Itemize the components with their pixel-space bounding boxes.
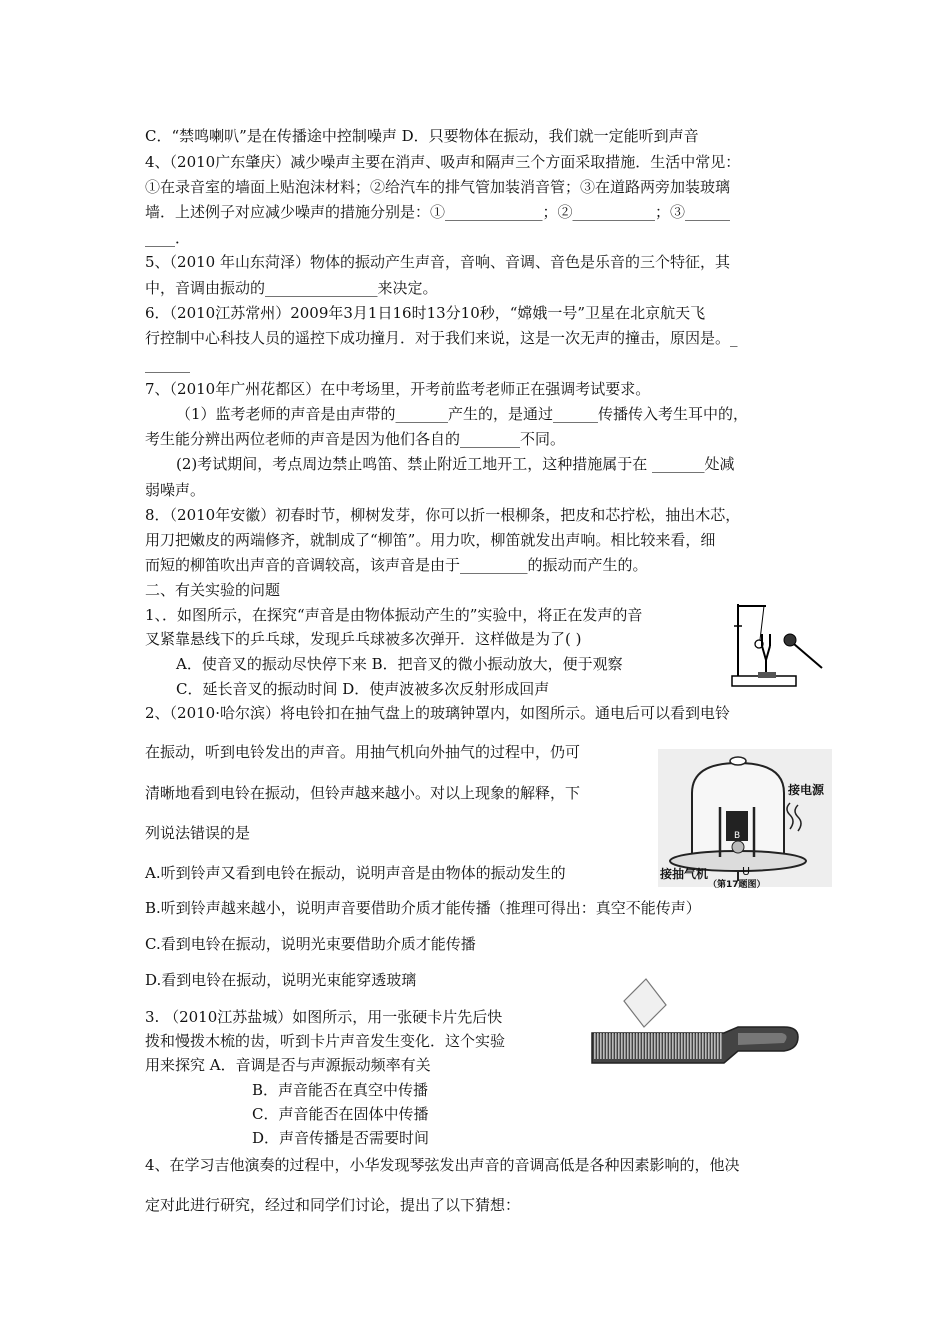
text-line: 在振动，听到电铃发出的声音。用抽气机向外抽气的过程中，仍可 <box>145 743 581 761</box>
text-line: 6．（2010江苏常州）2009年3月1日16时13分10秒，“嫦娥一号”卫星在北京航天飞 <box>145 304 706 322</box>
text-line: ①在录音室的墙面上贴泡沫材料；②给汽车的排气管加装消音管；③在道路两旁加装玻璃 <box>145 178 731 196</box>
text-line: 8．（2010年安徽）初春时节，柳树发芽，你可以折一根柳条，把皮和芯拧松，抽出木芯， <box>145 506 741 524</box>
option-line: B.听到铃声越来越小，说明声音要借助介质才能传播（推理可得出：真空不能传声） <box>145 899 701 917</box>
text-line: ____． <box>145 229 191 247</box>
text-line: 行控制中心科技人员的遥控下成功撞月．对于我们来说，这是一次无声的撞击，原因是。_ <box>145 329 738 347</box>
text-line: 中，音调由振动的_______________来决定。 <box>145 279 438 297</box>
option-line: D．声音传播是否需要时间 <box>252 1129 430 1147</box>
pump-label: 接抽气机 <box>660 867 709 881</box>
text-line: 清晰地看到电铃在振动，但铃声越来越小。对以上现象的解释，下 <box>145 784 581 802</box>
option-line: A．使音叉的振动尽快停下来 B．把音叉的微小振动放大，便于观察 <box>176 655 623 673</box>
text-line: 墙．上述例子对应减少噪声的措施分别是：①_____________；②___________；③______ <box>145 203 731 221</box>
pump-u-label: U <box>742 865 751 878</box>
text-line: 定对此进行研究，经过和同学们讨论，提出了以下猜想： <box>145 1196 521 1214</box>
text-line: （1）监考老师的声音是由声带的_______产生的，是通过______传播传入考生耳中的， <box>176 405 749 423</box>
text-line: 4、（2010广东肇庆）减少噪声主要在消声、吸声和隔声三个方面采取措施．生活中常见： <box>145 153 741 171</box>
section-heading: 二、有关实验的问题 <box>145 581 281 599</box>
option-line: D.看到电铃在振动，说明光束能穿透玻璃 <box>145 971 417 989</box>
bell-b-label: B <box>734 831 741 841</box>
option-line: C.看到电铃在振动，说明光束要借助介质才能传播 <box>145 935 476 953</box>
tuning-fork-figure <box>718 596 828 696</box>
bell-jar-figure <box>658 749 832 890</box>
option-line: C．声音能否在固体中传播 <box>252 1105 429 1123</box>
text-line: 5、（2010 年山东菏泽）物体的振动产生声音，音响、音调、音色是乐音的三个特征，其 <box>145 253 730 271</box>
text-line: 列说法错误的是 <box>145 824 251 842</box>
option-line: A.听到铃声又看到电铃在振动，说明声音是由物体的振动发生的 <box>145 864 566 882</box>
comb-card-figure <box>588 975 800 1075</box>
text-line: 拨和慢拨木梳的齿，听到卡片声音发生变化．这个实验 <box>145 1032 506 1050</box>
option-line: B．声音能否在真空中传播 <box>252 1081 429 1099</box>
text-line: C．“禁鸣喇叭”是在传播途中控制噪声 D．只要物体在振动，我们就一定能听到声音 <box>145 127 699 145</box>
text-line: 2、（2010·哈尔滨）将电铃扣在抽气盘上的玻璃钟罩内，如图所示。通电后可以看到电铃 <box>145 704 730 722</box>
text-line: 4、在学习吉他演奏的过程中，小华发现琴弦发出声音的音调高低是各种因素影响的，他决 <box>145 1156 740 1174</box>
text-line: ______ <box>145 355 190 373</box>
text-line: 弱噪声。 <box>145 481 206 499</box>
text-line: 1、．如图所示，在探究“声音是由物体振动产生的”实验中，将正在发声的音 <box>145 606 643 624</box>
text-line: 用刀把嫩皮的两端修齐，就制成了“柳笛”。用力吹，柳笛就发出声响。相比较来看，细 <box>145 531 716 549</box>
text-line: 考生能分辨出两位老师的声音是因为他们各自的________不同。 <box>145 430 566 448</box>
text-line: 而短的柳笛吹出声音的音调较高，该声音是由于_________的振动而产生的。 <box>145 556 648 574</box>
text-line: 叉紧靠悬线下的乒乓球，发现乒乓球被多次弹开．这样做是为了( ) <box>145 630 582 648</box>
text-line: 7、（2010年广州花都区）在中考场里，开考前监考老师正在强调考试要求。 <box>145 380 651 398</box>
text-line: 用来探究 A．音调是否与声源振动频率有关 <box>145 1056 431 1074</box>
power-label: 接电源 <box>788 783 825 797</box>
option-line: C．延长音叉的振动时间 D．使声波被多次反射形成回声 <box>176 680 550 698</box>
text-line: (2)考试期间，考点周边禁止鸣笛、禁止附近工地开工，这种措施属于在 _______处减 <box>176 455 735 473</box>
text-line: 3. （2010江苏盐城）如图所示，用一张硬卡片先后快 <box>145 1008 503 1026</box>
figure-caption: （第17题图） <box>708 880 766 890</box>
